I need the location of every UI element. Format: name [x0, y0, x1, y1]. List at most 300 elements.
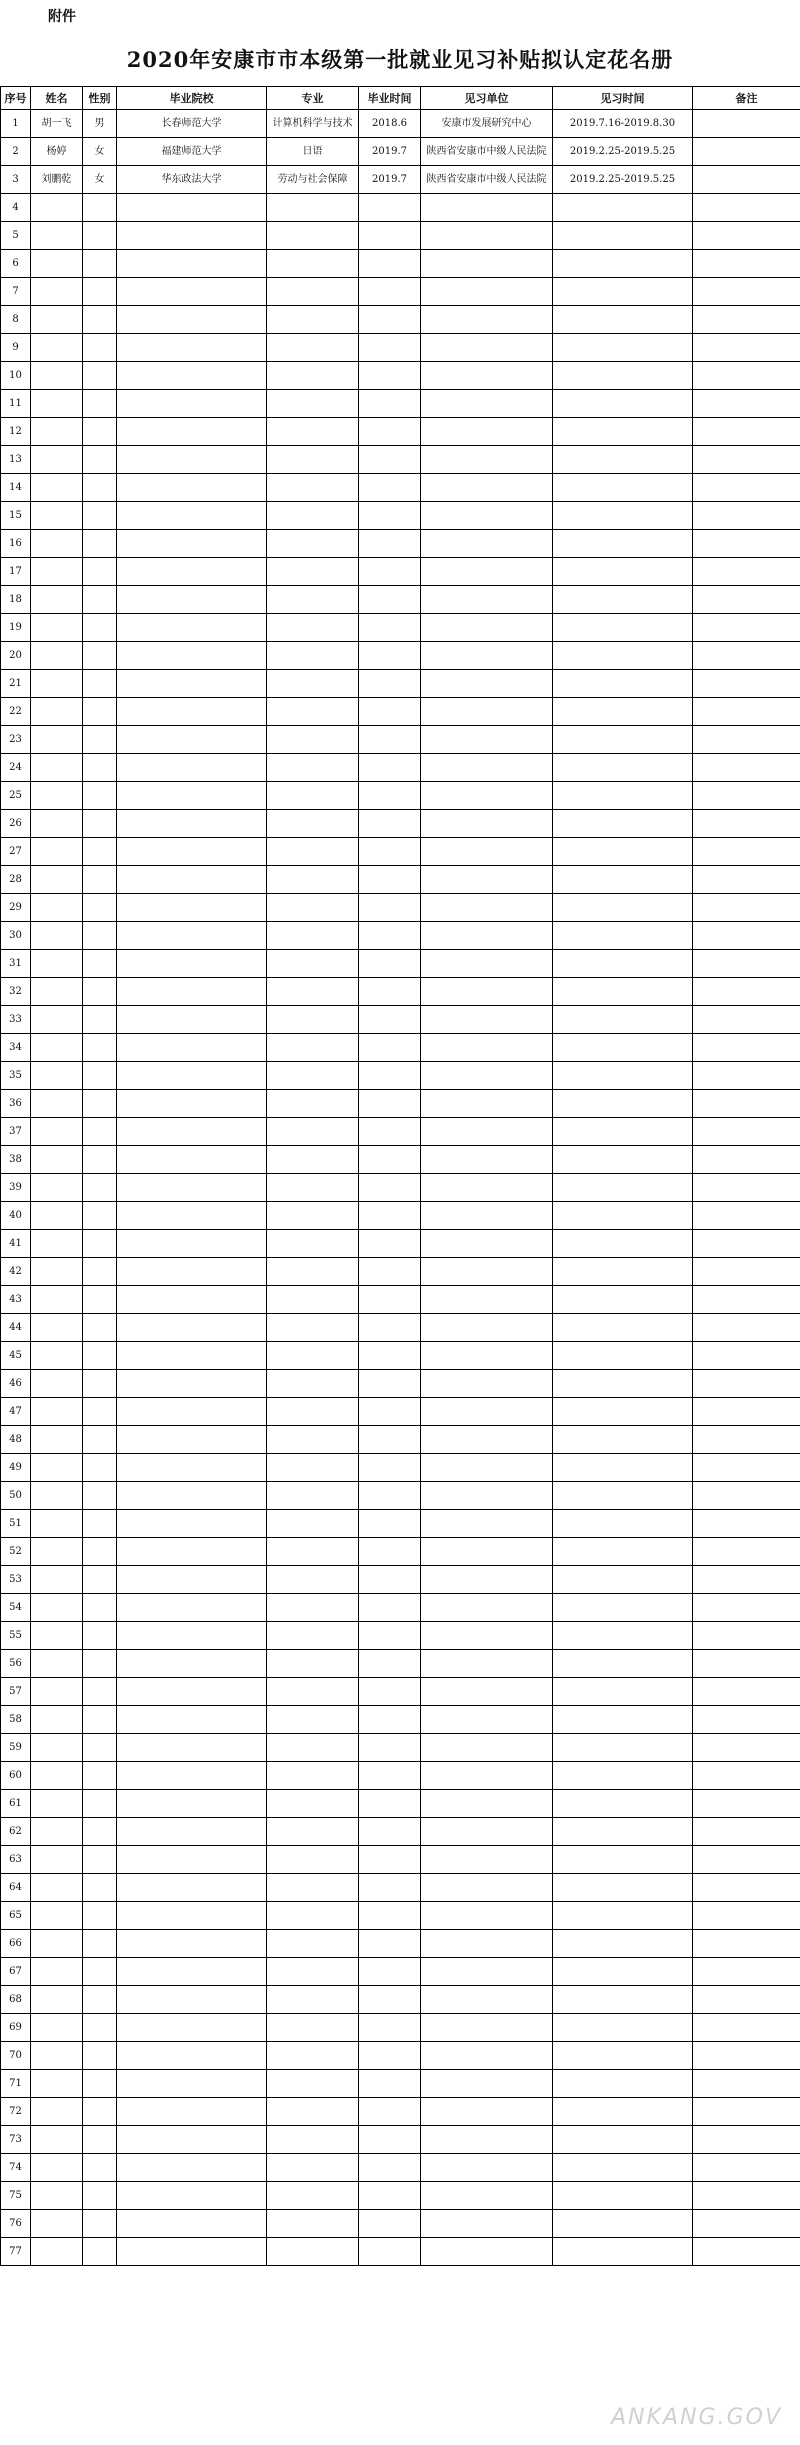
cell-remark [693, 1958, 800, 1986]
cell-grad-date [359, 1118, 421, 1146]
cell-name [31, 334, 83, 362]
cell-gender [83, 1398, 117, 1426]
cell-host-unit [421, 1454, 553, 1482]
cell-major [267, 2210, 359, 2238]
cell-grad-date [359, 306, 421, 334]
cell-remark [693, 1006, 800, 1034]
cell-major [267, 1706, 359, 1734]
cell-gender [83, 1902, 117, 1930]
cell-remark [693, 2098, 800, 2126]
cell-major [267, 1062, 359, 1090]
cell-seq: 60 [1, 1762, 31, 1790]
cell-school [117, 2210, 267, 2238]
cell-name [31, 1370, 83, 1398]
cell-remark [693, 474, 800, 502]
cell-remark [693, 1370, 800, 1398]
cell-seq: 26 [1, 810, 31, 838]
cell-major [267, 306, 359, 334]
cell-period [553, 1762, 693, 1790]
table-row [1, 110, 800, 138]
cell-host-unit [421, 1146, 553, 1174]
cell-host-unit [421, 782, 553, 810]
cell-name [31, 1454, 83, 1482]
cell-remark [693, 334, 800, 362]
cell-host-unit [421, 670, 553, 698]
cell-grad-date [359, 418, 421, 446]
cell-name [31, 390, 83, 418]
table-row [1, 1202, 800, 1230]
cell-host-unit [421, 698, 553, 726]
cell-name [31, 1230, 83, 1258]
cell-host-unit [421, 754, 553, 782]
cell-gender [83, 1230, 117, 1258]
cell-major [267, 698, 359, 726]
cell-period [553, 950, 693, 978]
table-row [1, 1818, 800, 1846]
cell-seq: 33 [1, 1006, 31, 1034]
cell-school [117, 1398, 267, 1426]
cell-name [31, 1090, 83, 1118]
cell-name [31, 446, 83, 474]
cell-host-unit [421, 1594, 553, 1622]
cell-remark [693, 1034, 800, 1062]
cell-grad-date [359, 1594, 421, 1622]
cell-major [267, 1622, 359, 1650]
cell-major [267, 1398, 359, 1426]
cell-major [267, 642, 359, 670]
table-row [1, 446, 800, 474]
cell-name [31, 1986, 83, 2014]
cell-gender [83, 782, 117, 810]
cell-gender [83, 1174, 117, 1202]
table-row [1, 1734, 800, 1762]
cell-gender [83, 894, 117, 922]
cell-name [31, 2238, 83, 2266]
cell-seq: 48 [1, 1426, 31, 1454]
cell-period [553, 1090, 693, 1118]
cell-name [31, 1286, 83, 1314]
cell-host-unit [421, 502, 553, 530]
cell-gender [83, 670, 117, 698]
cell-remark [693, 1622, 800, 1650]
cell-name [31, 1734, 83, 1762]
cell-school [117, 1454, 267, 1482]
cell-seq: 22 [1, 698, 31, 726]
cell-period [553, 586, 693, 614]
cell-host-unit [421, 810, 553, 838]
cell-school [117, 2098, 267, 2126]
cell-major [267, 950, 359, 978]
cell-host-unit [421, 2182, 553, 2210]
cell-host-unit [421, 474, 553, 502]
table-row [1, 1538, 800, 1566]
cell-grad-date [359, 2014, 421, 2042]
cell-major [267, 1174, 359, 1202]
cell-remark [693, 1398, 800, 1426]
cell-remark [693, 1062, 800, 1090]
cell-remark [693, 1874, 800, 1902]
cell-school [117, 1258, 267, 1286]
cell-name [31, 1510, 83, 1538]
cell-grad-date [359, 1342, 421, 1370]
table-row [1, 2126, 800, 2154]
cell-remark [693, 1566, 800, 1594]
cell-host-unit: 陕西省安康市中级人民法院 [421, 138, 553, 166]
cell-remark [693, 418, 800, 446]
column-header-grad-date: 毕业时间 [359, 87, 421, 110]
cell-seq: 16 [1, 530, 31, 558]
cell-major [267, 866, 359, 894]
cell-host-unit [421, 530, 553, 558]
cell-seq: 43 [1, 1286, 31, 1314]
cell-school [117, 446, 267, 474]
table-row [1, 642, 800, 670]
cell-gender [83, 838, 117, 866]
cell-host-unit [421, 250, 553, 278]
cell-remark [693, 446, 800, 474]
cell-remark [693, 138, 800, 166]
cell-period [553, 1650, 693, 1678]
cell-period [553, 754, 693, 782]
cell-seq: 45 [1, 1342, 31, 1370]
cell-major [267, 222, 359, 250]
cell-grad-date [359, 1230, 421, 1258]
cell-remark [693, 1594, 800, 1622]
cell-host-unit [421, 614, 553, 642]
cell-grad-date [359, 1510, 421, 1538]
cell-seq: 77 [1, 2238, 31, 2266]
table-row [1, 334, 800, 362]
cell-grad-date [359, 1426, 421, 1454]
cell-seq: 59 [1, 1734, 31, 1762]
table-row [1, 1510, 800, 1538]
cell-seq: 50 [1, 1482, 31, 1510]
cell-remark [693, 2238, 800, 2266]
cell-gender [83, 1958, 117, 1986]
cell-host-unit [421, 1902, 553, 1930]
cell-name [31, 1342, 83, 1370]
cell-major [267, 1538, 359, 1566]
cell-period [553, 1846, 693, 1874]
cell-remark [693, 1202, 800, 1230]
cell-name [31, 726, 83, 754]
cell-grad-date [359, 446, 421, 474]
table-row [1, 2014, 800, 2042]
cell-seq: 51 [1, 1510, 31, 1538]
cell-period [553, 474, 693, 502]
cell-school [117, 2070, 267, 2098]
table-row [1, 922, 800, 950]
cell-host-unit [421, 558, 553, 586]
cell-remark [693, 586, 800, 614]
cell-seq: 27 [1, 838, 31, 866]
table-row [1, 194, 800, 222]
cell-host-unit [421, 1174, 553, 1202]
cell-remark [693, 642, 800, 670]
cell-period: 2019.2.25-2019.5.25 [553, 138, 693, 166]
table-row [1, 1230, 800, 1258]
cell-major: 劳动与社会保障 [267, 166, 359, 194]
table-row [1, 1426, 800, 1454]
cell-gender [83, 1426, 117, 1454]
table-row [1, 2238, 800, 2266]
cell-name [31, 754, 83, 782]
cell-period [553, 1118, 693, 1146]
cell-grad-date [359, 1622, 421, 1650]
cell-gender [83, 1706, 117, 1734]
cell-gender [83, 2182, 117, 2210]
cell-school [117, 670, 267, 698]
cell-grad-date [359, 726, 421, 754]
cell-major [267, 922, 359, 950]
cell-major [267, 390, 359, 418]
cell-seq: 49 [1, 1454, 31, 1482]
table-row [1, 754, 800, 782]
cell-seq: 57 [1, 1678, 31, 1706]
cell-gender [83, 1370, 117, 1398]
cell-remark [693, 502, 800, 530]
cell-major [267, 1034, 359, 1062]
cell-school [117, 726, 267, 754]
cell-gender [83, 1006, 117, 1034]
cell-school [117, 1034, 267, 1062]
cell-major [267, 1006, 359, 1034]
cell-seq: 6 [1, 250, 31, 278]
cell-school [117, 306, 267, 334]
table-row [1, 838, 800, 866]
cell-name [31, 698, 83, 726]
cell-major [267, 278, 359, 306]
cell-gender [83, 1202, 117, 1230]
cell-seq: 4 [1, 194, 31, 222]
cell-major [267, 1958, 359, 1986]
table-row [1, 1090, 800, 1118]
cell-grad-date [359, 1034, 421, 1062]
table-row [1, 1286, 800, 1314]
cell-school [117, 614, 267, 642]
cell-name [31, 530, 83, 558]
cell-host-unit [421, 1930, 553, 1958]
table-row [1, 1454, 800, 1482]
cell-name [31, 306, 83, 334]
cell-grad-date [359, 362, 421, 390]
cell-remark [693, 754, 800, 782]
cell-name [31, 2070, 83, 2098]
cell-period [553, 1258, 693, 1286]
cell-period [553, 782, 693, 810]
cell-name [31, 1846, 83, 1874]
cell-period [553, 1958, 693, 1986]
cell-period [553, 1790, 693, 1818]
cell-remark [693, 1902, 800, 1930]
table-row [1, 474, 800, 502]
cell-host-unit [421, 950, 553, 978]
cell-grad-date [359, 1902, 421, 1930]
table-row [1, 1174, 800, 1202]
cell-name [31, 922, 83, 950]
cell-school [117, 1958, 267, 1986]
cell-seq: 10 [1, 362, 31, 390]
cell-school [117, 1846, 267, 1874]
cell-name [31, 1678, 83, 1706]
table-row [1, 362, 800, 390]
cell-major [267, 418, 359, 446]
cell-remark [693, 2154, 800, 2182]
cell-major [267, 838, 359, 866]
cell-seq: 11 [1, 390, 31, 418]
cell-remark [693, 1118, 800, 1146]
cell-remark [693, 1286, 800, 1314]
cell-remark [693, 1174, 800, 1202]
cell-host-unit [421, 2098, 553, 2126]
cell-gender: 女 [83, 166, 117, 194]
table-row [1, 950, 800, 978]
cell-remark [693, 894, 800, 922]
cell-seq: 52 [1, 1538, 31, 1566]
cell-name [31, 2154, 83, 2182]
column-header-school: 毕业院校 [117, 87, 267, 110]
cell-seq: 32 [1, 978, 31, 1006]
cell-period [553, 306, 693, 334]
cell-name [31, 614, 83, 642]
cell-name [31, 978, 83, 1006]
cell-gender [83, 222, 117, 250]
cell-major [267, 1286, 359, 1314]
cell-major [267, 474, 359, 502]
table-row [1, 1678, 800, 1706]
cell-gender [83, 194, 117, 222]
cell-school [117, 1622, 267, 1650]
cell-grad-date [359, 1398, 421, 1426]
cell-seq: 63 [1, 1846, 31, 1874]
table-row [1, 502, 800, 530]
cell-remark [693, 250, 800, 278]
cell-school [117, 1790, 267, 1818]
cell-host-unit [421, 1342, 553, 1370]
cell-school [117, 1594, 267, 1622]
cell-grad-date [359, 194, 421, 222]
cell-name [31, 1874, 83, 1902]
cell-name [31, 1482, 83, 1510]
cell-gender [83, 418, 117, 446]
cell-school: 长春师范大学 [117, 110, 267, 138]
cell-major [267, 2014, 359, 2042]
cell-remark [693, 1258, 800, 1286]
cell-grad-date [359, 2210, 421, 2238]
cell-grad-date [359, 894, 421, 922]
cell-seq: 65 [1, 1902, 31, 1930]
cell-major [267, 894, 359, 922]
cell-grad-date [359, 950, 421, 978]
cell-grad-date [359, 1566, 421, 1594]
cell-seq: 34 [1, 1034, 31, 1062]
cell-seq: 31 [1, 950, 31, 978]
cell-major [267, 2182, 359, 2210]
cell-seq: 69 [1, 2014, 31, 2042]
table-row [1, 306, 800, 334]
cell-gender [83, 754, 117, 782]
cell-host-unit: 陕西省安康市中级人民法院 [421, 166, 553, 194]
cell-name [31, 1818, 83, 1846]
cell-school [117, 1230, 267, 1258]
cell-gender [83, 614, 117, 642]
table-row [1, 1034, 800, 1062]
cell-period [553, 194, 693, 222]
cell-period [553, 530, 693, 558]
cell-period [553, 2042, 693, 2070]
cell-name [31, 1062, 83, 1090]
cell-major [267, 1734, 359, 1762]
cell-period [553, 698, 693, 726]
cell-host-unit [421, 1734, 553, 1762]
cell-period [553, 250, 693, 278]
cell-period [553, 1706, 693, 1734]
cell-period [553, 1286, 693, 1314]
cell-period [553, 1454, 693, 1482]
column-header-remark: 备注 [693, 87, 800, 110]
cell-major [267, 754, 359, 782]
cell-period [553, 1566, 693, 1594]
cell-period [553, 418, 693, 446]
cell-major [267, 1090, 359, 1118]
cell-grad-date [359, 2154, 421, 2182]
cell-period [553, 1538, 693, 1566]
cell-seq: 46 [1, 1370, 31, 1398]
cell-period [553, 642, 693, 670]
table-row [1, 1006, 800, 1034]
column-header-name: 姓名 [31, 87, 83, 110]
table-row [1, 1902, 800, 1930]
cell-period [553, 1594, 693, 1622]
cell-name [31, 1202, 83, 1230]
cell-remark [693, 1650, 800, 1678]
cell-seq: 58 [1, 1706, 31, 1734]
cell-remark [693, 2126, 800, 2154]
cell-gender [83, 502, 117, 530]
cell-seq: 68 [1, 1986, 31, 2014]
cell-remark [693, 390, 800, 418]
cell-major [267, 1874, 359, 1902]
cell-period [553, 922, 693, 950]
cell-school [117, 1930, 267, 1958]
cell-seq: 47 [1, 1398, 31, 1426]
table-row [1, 250, 800, 278]
cell-seq: 53 [1, 1566, 31, 1594]
cell-gender [83, 2210, 117, 2238]
cell-gender [83, 390, 117, 418]
cell-host-unit [421, 1286, 553, 1314]
cell-grad-date [359, 1734, 421, 1762]
cell-major [267, 1818, 359, 1846]
cell-host-unit [421, 194, 553, 222]
cell-grad-date [359, 1314, 421, 1342]
cell-school: 福建师范大学 [117, 138, 267, 166]
cell-gender [83, 810, 117, 838]
cell-grad-date [359, 754, 421, 782]
cell-major [267, 2070, 359, 2098]
cell-remark [693, 1426, 800, 1454]
cell-host-unit [421, 390, 553, 418]
cell-grad-date [359, 278, 421, 306]
cell-remark [693, 614, 800, 642]
cell-host-unit [421, 1118, 553, 1146]
cell-school [117, 194, 267, 222]
cell-period [553, 1482, 693, 1510]
cell-period [553, 978, 693, 1006]
cell-period [553, 362, 693, 390]
cell-school [117, 978, 267, 1006]
cell-remark [693, 2210, 800, 2238]
